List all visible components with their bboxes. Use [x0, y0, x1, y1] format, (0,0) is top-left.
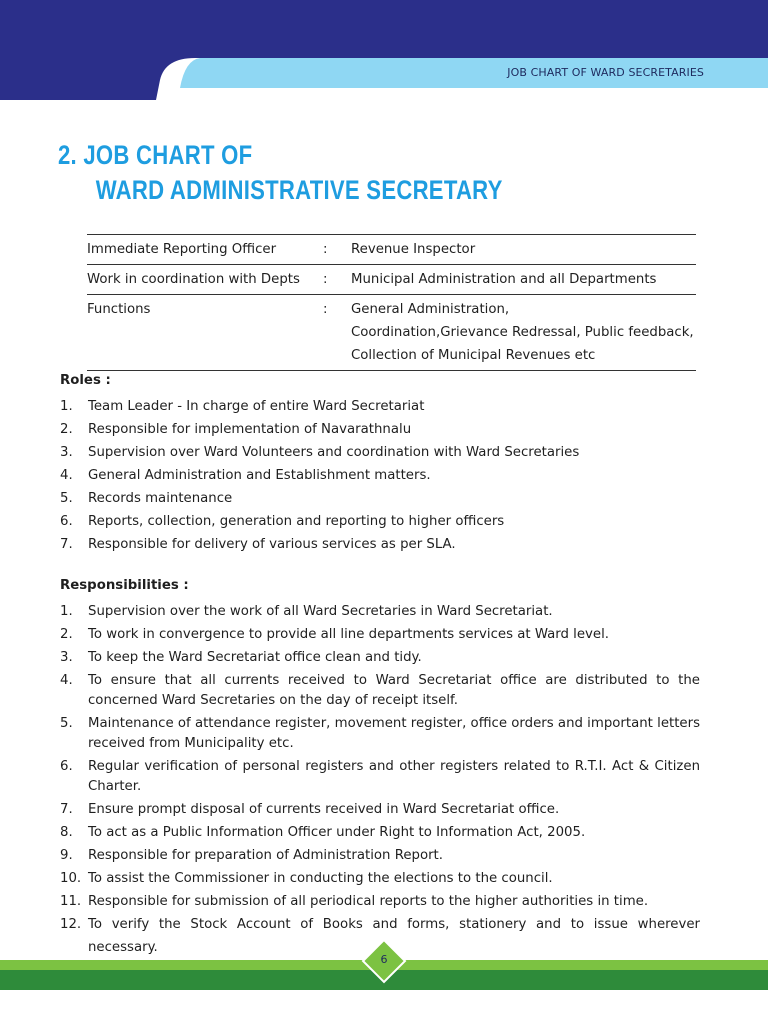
item-number: 5. — [60, 491, 73, 506]
item-number: 10. — [60, 871, 82, 886]
row-label: Immediate Reporting Officer — [87, 242, 277, 257]
roles-heading: Roles : — [60, 373, 111, 388]
row-value — [351, 268, 696, 291]
item-number: 3. — [60, 445, 73, 460]
value-line: General Administration, — [351, 302, 510, 317]
item-text: Regular verification of personal registers and other registers related to R.T.I. Act & Citizen Charter. — [88, 759, 700, 794]
item-text: To assist the Commissioner in conducting the elections to the council. — [88, 871, 553, 886]
item-number: 4. — [60, 673, 73, 688]
item-text: Ensure prompt disposal of currents received in Ward Secretariat office. — [88, 802, 560, 817]
header-band — [0, 0, 768, 100]
item-text: To keep the Ward Secretariat office clean and tidy. — [88, 650, 422, 665]
list-item — [60, 533, 700, 556]
item-number: 2. — [60, 627, 73, 642]
list-item — [60, 600, 700, 623]
value-line: Municipal Administration and all Departments — [351, 272, 657, 287]
table-row — [87, 235, 696, 264]
list-item — [60, 798, 700, 821]
item-text: Records maintenance — [88, 491, 233, 506]
row-value — [351, 238, 696, 261]
roles-list — [60, 395, 700, 556]
item-text: To act as a Public Information Officer under Right to Information Act, 2005. — [88, 825, 586, 840]
item-number: 1. — [60, 399, 73, 414]
item-text: Team Leader - In charge of entire Ward Secretariat — [88, 399, 425, 414]
list-item — [60, 487, 700, 510]
list-item — [60, 395, 700, 418]
item-number: 7. — [60, 802, 73, 817]
table-row — [87, 294, 696, 370]
page-title — [58, 138, 503, 208]
row-separator: : — [323, 242, 328, 257]
list-item — [60, 510, 700, 533]
row-label: Work in coordination with Depts — [87, 272, 300, 287]
item-text: Maintenance of attendance register, movement register, office orders and important letters received from Municipality etc. — [88, 716, 700, 751]
item-text: Reports, collection, generation and reporting to higher officers — [88, 514, 505, 529]
item-text: Responsible for preparation of Administration Report. — [88, 848, 443, 863]
responsibilities-heading: Responsibilities : — [60, 578, 189, 593]
item-text: General Administration and Establishment matters. — [88, 468, 431, 483]
list-item — [60, 890, 700, 913]
item-number: 12. — [60, 917, 82, 932]
page-number: 6 — [380, 953, 388, 966]
list-item — [60, 669, 700, 712]
row-label: Functions — [87, 302, 151, 317]
item-text: Supervision over the work of all Ward Secretaries in Ward Secretariat. — [88, 604, 553, 619]
item-text: Responsible for submission of all periodical reports to the higher authorities in time. — [88, 894, 649, 909]
item-number: 2. — [60, 422, 73, 437]
item-text: Responsible for implementation of Navarathnalu — [88, 422, 412, 437]
title-line-1: 2. JOB CHART OF — [58, 140, 253, 170]
footer-band — [0, 936, 768, 1024]
item-number: 11. — [60, 894, 82, 909]
list-item — [60, 418, 700, 441]
list-item — [60, 755, 700, 798]
value-line: Revenue Inspector — [351, 242, 476, 257]
table-row — [87, 264, 696, 294]
item-text: To work in convergence to provide all line departments services at Ward level. — [88, 627, 610, 642]
list-item — [60, 712, 700, 755]
item-number: 8. — [60, 825, 73, 840]
list-item — [60, 623, 700, 646]
item-number: 5. — [60, 716, 73, 731]
item-number: 6. — [60, 759, 73, 774]
title-line-2: WARD ADMINISTRATIVE SECRETARY — [95, 175, 503, 205]
responsibilities-list — [60, 600, 700, 959]
list-item — [60, 844, 700, 867]
item-text: Responsible for delivery of various services as per SLA. — [88, 537, 456, 552]
value-line: Coordination,Grievance Redressal, Public feedback, — [351, 325, 694, 340]
list-item — [60, 821, 700, 844]
item-text: To ensure that all currents received to Ward Secretariat office are distributed to the concerned Ward Secretaries on the day of receipt itself. — [88, 673, 700, 708]
list-item — [60, 646, 700, 669]
item-number: 9. — [60, 848, 73, 863]
list-item — [60, 441, 700, 464]
row-value — [351, 298, 696, 367]
row-separator: : — [323, 302, 328, 317]
list-item — [60, 867, 700, 890]
value-line: Collection of Municipal Revenues etc — [351, 348, 596, 363]
item-number: 4. — [60, 468, 73, 483]
item-number: 3. — [60, 650, 73, 665]
item-text: To verify the Stock Account of Books and forms, stationery and to issue wherever necessary. — [88, 917, 700, 955]
item-number: 7. — [60, 537, 73, 552]
list-item — [60, 464, 700, 487]
row-separator: : — [323, 272, 328, 287]
item-text: Supervision over Ward Volunteers and coordination with Ward Secretaries — [88, 445, 580, 460]
info-table — [87, 234, 696, 371]
item-number: 1. — [60, 604, 73, 619]
item-number: 6. — [60, 514, 73, 529]
running-header: JOB CHART OF WARD SECRETARIES — [507, 66, 704, 79]
